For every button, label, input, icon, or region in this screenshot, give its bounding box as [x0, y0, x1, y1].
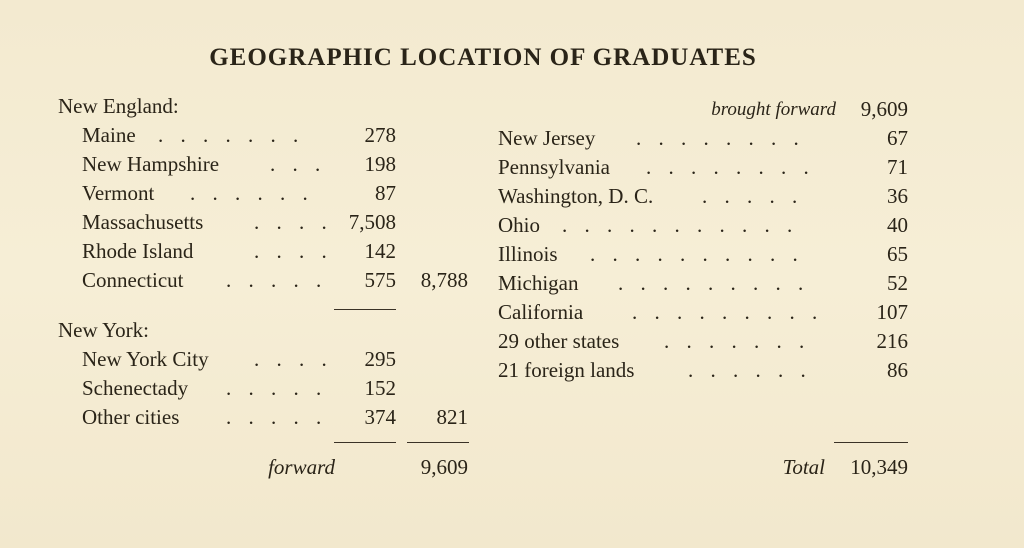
page-title: GEOGRAPHIC LOCATION OF GRADUATES: [209, 44, 757, 71]
total-label: Total: [782, 455, 825, 479]
item-value: 575: [364, 268, 396, 292]
list-item: [82, 266, 402, 295]
subtotal-new-england: [400, 266, 468, 295]
item-label: Illinois: [498, 242, 558, 266]
list-item: [498, 240, 908, 269]
leader-dots: . . . . . . . . . .: [590, 242, 804, 266]
divider: [407, 442, 469, 443]
list-item: [82, 208, 402, 237]
item-label: Schenectady: [82, 376, 189, 400]
leader-dots: . . . .: [254, 239, 333, 263]
item-value: 40: [887, 213, 908, 237]
leader-dots: . . . . .: [702, 184, 804, 208]
list-item: [82, 345, 402, 374]
leader-dots: . . . . .: [226, 376, 328, 400]
divider: [334, 309, 396, 310]
list-item: [498, 211, 908, 240]
list-item: [498, 298, 908, 327]
leader-dots: . . . . . . . . .: [632, 300, 824, 324]
item-label: Connecticut: [82, 268, 184, 292]
list-item: [82, 179, 402, 208]
leader-dots: . . . .: [254, 210, 333, 234]
leader-dots: . . .: [270, 152, 327, 176]
item-label: California: [498, 300, 584, 324]
brought-forward-total: [840, 95, 908, 124]
item-value: 142: [364, 239, 396, 263]
leader-dots: . . . . .: [226, 405, 328, 429]
item-label: New Hampshire: [82, 152, 220, 176]
item-value: 86: [887, 358, 908, 382]
subtotal-new-york: [400, 403, 468, 432]
item-value: 198: [364, 152, 396, 176]
leader-dots: . . . . . . .: [664, 329, 811, 353]
leader-dots: . . . . .: [226, 268, 328, 292]
item-label: Massachusetts: [82, 210, 204, 234]
divider: [834, 442, 908, 443]
list-item: [82, 374, 402, 403]
forward-value: 9,609: [420, 455, 468, 479]
item-value: 152: [364, 376, 396, 400]
list-item: [82, 121, 402, 150]
leader-dots: . . . . . . .: [158, 123, 305, 147]
item-label: Vermont: [82, 181, 155, 205]
subtotal-value: 8,788: [420, 268, 468, 292]
item-label: Michigan: [498, 271, 579, 295]
total-row: [700, 453, 825, 482]
list-item: [498, 269, 908, 298]
item-value: 36: [887, 184, 908, 208]
list-item: [498, 356, 908, 385]
forward-label: forward: [268, 455, 335, 479]
forward-row: [200, 453, 335, 482]
item-value: 374: [364, 405, 396, 429]
list-item: [82, 237, 402, 266]
list-item: [82, 150, 402, 179]
brought-forward-label: brought forward: [711, 99, 836, 120]
brought-forward-value: 9,609: [860, 97, 908, 121]
item-value: 216: [876, 329, 908, 353]
item-value: 7,508: [348, 210, 396, 234]
item-label: Pennsylvania: [498, 155, 610, 179]
item-label: 21 foreign lands: [498, 358, 635, 382]
leader-dots: . . . .: [254, 347, 333, 371]
list-item: [498, 124, 908, 153]
item-value: 71: [887, 155, 908, 179]
item-value: 87: [375, 181, 396, 205]
item-label: Rhode Island: [82, 239, 194, 263]
section-heading-new-york: New York:: [58, 318, 150, 342]
item-value: 107: [876, 300, 908, 324]
list-item: [82, 403, 402, 432]
item-label: New York City: [82, 347, 209, 371]
divider: [334, 442, 396, 443]
leader-dots: . . . . . . . . . . .: [562, 213, 799, 237]
leader-dots: . . . . . .: [688, 358, 812, 382]
item-label: 29 other states: [498, 329, 620, 353]
item-value: 278: [364, 123, 396, 147]
grand-total: [830, 453, 908, 482]
total-value: 10,349: [850, 455, 908, 479]
section-heading-new-england: New England:: [58, 94, 179, 118]
leader-dots: . . . . . . . .: [646, 155, 815, 179]
brought-forward-row: [600, 95, 836, 124]
leader-dots: . . . . . .: [190, 181, 314, 205]
item-label: Other cities: [82, 405, 180, 429]
item-label: Maine: [82, 123, 136, 147]
item-value: 65: [887, 242, 908, 266]
leader-dots: . . . . . . . . .: [618, 271, 810, 295]
item-label: Washington, D. C.: [498, 184, 654, 208]
item-label: Ohio: [498, 213, 540, 237]
leader-dots: . . . . . . . .: [636, 126, 805, 150]
list-item: [498, 153, 908, 182]
item-value: 295: [364, 347, 396, 371]
list-item: [498, 327, 908, 356]
item-value: 52: [887, 271, 908, 295]
item-value: 67: [887, 126, 908, 150]
item-label: New Jersey: [498, 126, 596, 150]
subtotal-value: 821: [436, 405, 468, 429]
list-item: [498, 182, 908, 211]
forward-total: [400, 453, 468, 482]
